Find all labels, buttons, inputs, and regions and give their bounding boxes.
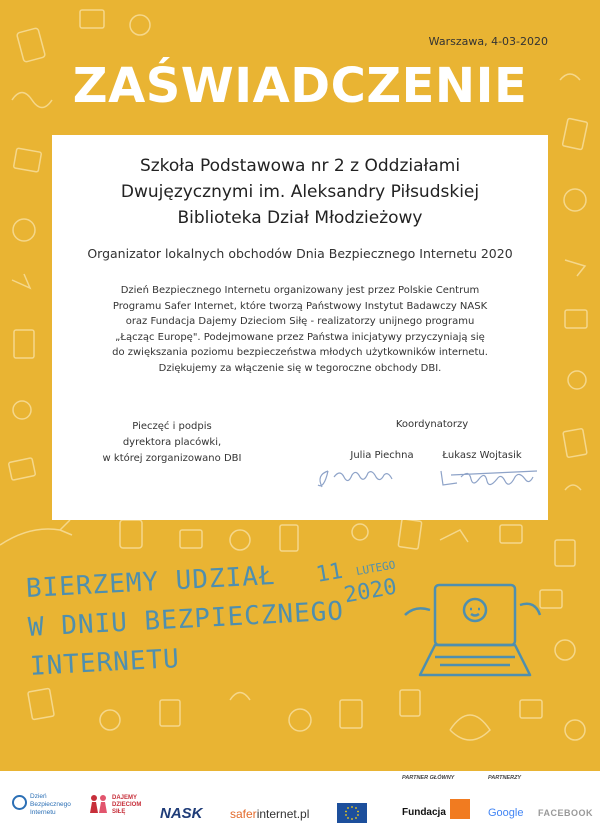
fundacja-orange-logo: Fundacja bbox=[402, 807, 446, 818]
description-line: „Łącząc Europę". Podejmowane przez Państwa inicjatywy przyczyniają się bbox=[115, 331, 485, 343]
school-name bbox=[52, 153, 548, 231]
slogan-line-1: BIERZEMY UDZIAŁ bbox=[25, 560, 277, 604]
footer-logos bbox=[0, 771, 600, 827]
school-line-3: Biblioteka Dział Młodzieżowy bbox=[177, 208, 423, 228]
school-line-2: Dwujęzycznymi im. Aleksandry Piłsudskiej bbox=[120, 182, 480, 202]
page-title: ZAŚWIADCZENIE bbox=[72, 58, 528, 114]
campaign-slogan bbox=[25, 553, 351, 687]
description-line: oraz Fundacja Dajemy Dzieciom Siłę - realizatorzy unijnego programu bbox=[125, 316, 475, 327]
event-day: 11 bbox=[314, 558, 345, 588]
coordinator-name-2: Łukasz Wojtasik bbox=[442, 450, 522, 461]
orange-square-icon bbox=[450, 799, 470, 819]
description-line: do zwiększania poziomu bezpieczeństwa młodych użytkowników internetu. bbox=[112, 347, 488, 358]
saferinternet-logo bbox=[230, 807, 309, 821]
nask-logo: NASK bbox=[160, 805, 203, 822]
school-line-1: Szkoła Podstawowa nr 2 z Oddziałami bbox=[139, 156, 461, 176]
eu-flag-icon bbox=[337, 803, 367, 823]
certificate-card bbox=[52, 135, 548, 520]
internet-text: internet.pl bbox=[256, 807, 310, 821]
safer-text: safer bbox=[230, 807, 257, 821]
google-text: Google bbox=[488, 807, 524, 819]
stamp-line: Pieczęć i podpis bbox=[132, 421, 212, 432]
main-partner-label: PARTNER GŁÓWNY bbox=[402, 775, 455, 781]
facebook-logo: FACEBOOK bbox=[538, 808, 594, 818]
dbi-logo-text: Internetu bbox=[30, 809, 56, 816]
event-month: LUTEGO bbox=[354, 558, 397, 579]
stamp-label bbox=[87, 419, 257, 467]
event-year: 2020 bbox=[342, 574, 399, 609]
dds-logo-text: SIŁĘ bbox=[112, 809, 126, 815]
laptop-illustration bbox=[400, 565, 550, 705]
certificate-date: Warszawa, 4-03-2020 bbox=[428, 35, 548, 48]
description-line: Programu Safer Internet, które tworzą Państwowy Instytut Badawczy NASK bbox=[112, 300, 488, 312]
stamp-line: dyrektora placówki, bbox=[122, 437, 222, 448]
dbi-logo-text: Dzień bbox=[30, 793, 47, 800]
children-icon bbox=[88, 793, 110, 815]
coordinator-name-1: Julia Piechna bbox=[350, 450, 414, 461]
description-line: Dziękujemy za włączenie się w tegoroczne obchody DBI. bbox=[158, 362, 442, 374]
dbi-logo bbox=[12, 793, 71, 817]
organizer-text: Organizator lokalnych obchodów Dnia Bezpiecznego Internetu 2020 bbox=[87, 246, 513, 261]
dbi-logo-text: Bezpiecznego bbox=[30, 801, 71, 808]
eu-stars-icon bbox=[337, 803, 367, 823]
dds-logo-text: DZIECIOM bbox=[112, 802, 142, 808]
slogan-line-2: W DNIU BEZPIECZNEGO bbox=[27, 596, 345, 643]
dds-logo-text: DAJEMY bbox=[112, 795, 138, 801]
coordinators-label: Koordynatorzy bbox=[395, 419, 469, 430]
dbi-circle-icon bbox=[12, 795, 27, 810]
dds-logo bbox=[88, 795, 141, 816]
stamp-line: w której zorganizowano DBI bbox=[102, 453, 242, 464]
signature-2 bbox=[437, 465, 542, 489]
signature-1 bbox=[314, 465, 414, 493]
partners-label: PARTNERZY bbox=[488, 775, 522, 781]
description-paragraph bbox=[77, 283, 523, 376]
google-logo bbox=[488, 807, 523, 819]
slogan-line-3: INTERNETU bbox=[29, 644, 181, 682]
description-line: Dzień Bezpiecznego Internetu organizowany jest przez Polskie Centrum bbox=[120, 285, 480, 296]
